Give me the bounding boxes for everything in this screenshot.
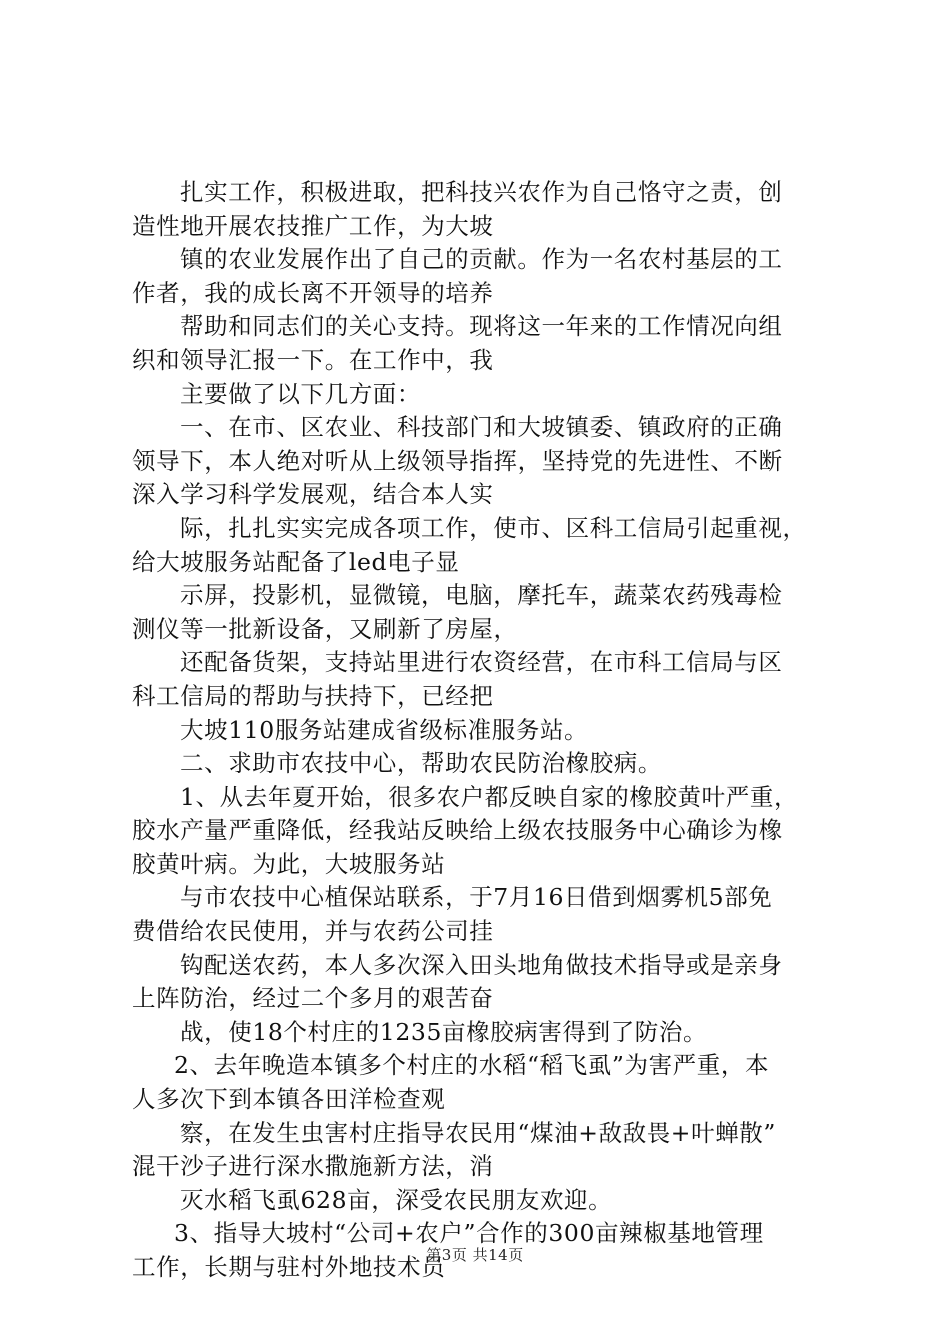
text-line: 钩配送农药，本人多次深入田头地角做技术指导或是亲身 <box>180 950 783 979</box>
paragraph <box>132 949 848 1016</box>
text-line: 混干沙子进行深水撒施新方法，消 <box>132 1152 494 1181</box>
text-line: 深入学习科学发展观，结合本人实 <box>132 480 494 509</box>
paragraph <box>132 781 848 882</box>
text-line: 镇的农业发展作出了自己的贡献。作为一名农村基层的工 <box>180 245 783 274</box>
text-line: 战，使18个村庄的1235亩橡胶病害得到了防治。 <box>180 1017 708 1046</box>
text-line: 领导下，本人绝对听从上级领导指挥，坚持党的先进性、不断 <box>132 446 783 475</box>
paragraph <box>132 646 848 713</box>
paragraph <box>132 411 848 512</box>
text-line: 胶水产量严重降低，经我站反映给上级农技服务中心确诊为橡 <box>132 816 783 845</box>
text-line: 作者，我的成长离不开领导的培养 <box>132 278 494 307</box>
text-line: 灭水稻飞虱628亩，深受农民朋友欢迎。 <box>180 1185 613 1214</box>
text-line: 胶黄叶病。为此，大坡服务站 <box>132 849 446 878</box>
page-number-label: 第3页 共14页 <box>426 1246 524 1264</box>
text-line: 3、指导大坡村“公司+农户”合作的300亩辣椒基地管理 <box>174 1219 764 1248</box>
text-line: 一、在市、区农业、科技部门和大坡镇委、镇政府的正确 <box>180 413 783 442</box>
paragraph <box>132 512 848 579</box>
text-line: 还配备货架，支持站里进行农资经营，在市科工信局与区 <box>180 648 783 677</box>
paragraph <box>132 176 848 243</box>
paragraph <box>132 1117 848 1184</box>
text-line: 扎实工作，积极进取，把科技兴农作为自己恪守之责，创 <box>180 178 783 206</box>
paragraph <box>132 310 848 377</box>
text-line: 科工信局的帮助与扶持下，已经把 <box>132 681 494 710</box>
text-line: 测仪等一批新设备，又刷新了房屋， <box>132 614 518 643</box>
page-footer <box>0 1244 950 1265</box>
text-line: 示屏，投影机，显微镜，电脑，摩托车，蔬菜农药残毒检 <box>180 581 783 610</box>
text-line: 2、去年晚造本镇多个村庄的水稻“稻飞虱”为害严重，本 <box>174 1051 770 1080</box>
text-line: 1、从去年夏开始，很多农户都反映自家的橡胶黄叶严重， <box>180 782 799 811</box>
text-line: 大坡110服务站建成省级标准服务站。 <box>180 715 589 744</box>
text-line: 工作，长期与驻村外地技术员 <box>132 1253 446 1281</box>
text-line: 二、求助市农技中心，帮助农民防治橡胶病。 <box>180 749 662 778</box>
text-line: 给大坡服务站配备了led电子显 <box>132 547 460 576</box>
paragraph <box>132 747 848 781</box>
text-line: 主要做了以下几方面： <box>180 379 421 408</box>
paragraph <box>132 714 848 748</box>
paragraph <box>132 1184 848 1218</box>
paragraph <box>132 1016 848 1050</box>
text-line: 际，扎扎实实完成各项工作，使市、区科工信局引起重视， <box>180 513 807 542</box>
paragraph <box>132 1049 848 1116</box>
paragraph <box>132 243 848 310</box>
paragraph <box>132 579 848 646</box>
text-line: 与市农技中心植保站联系，于7月16日借到烟雾机5部免 <box>180 883 773 912</box>
text-line: 织和领导汇报一下。在工作中，我 <box>132 345 494 374</box>
document-body <box>132 176 848 1285</box>
text-line: 上阵防治，经过二个多月的艰苦奋 <box>132 984 494 1013</box>
paragraph <box>132 378 848 412</box>
text-line: 人多次下到本镇各田洋检查观 <box>132 1085 446 1114</box>
text-line: 费借给农民使用，并与农药公司挂 <box>132 917 494 946</box>
text-line: 帮助和同志们的关心支持。现将这一年来的工作情况向组 <box>180 312 783 341</box>
paragraph <box>132 881 848 948</box>
text-line: 察，在发生虫害村庄指导农民用“煤油+敌敌畏+叶蝉散” <box>180 1118 777 1147</box>
text-line: 造性地开展农技推广工作，为大坡 <box>132 211 494 240</box>
